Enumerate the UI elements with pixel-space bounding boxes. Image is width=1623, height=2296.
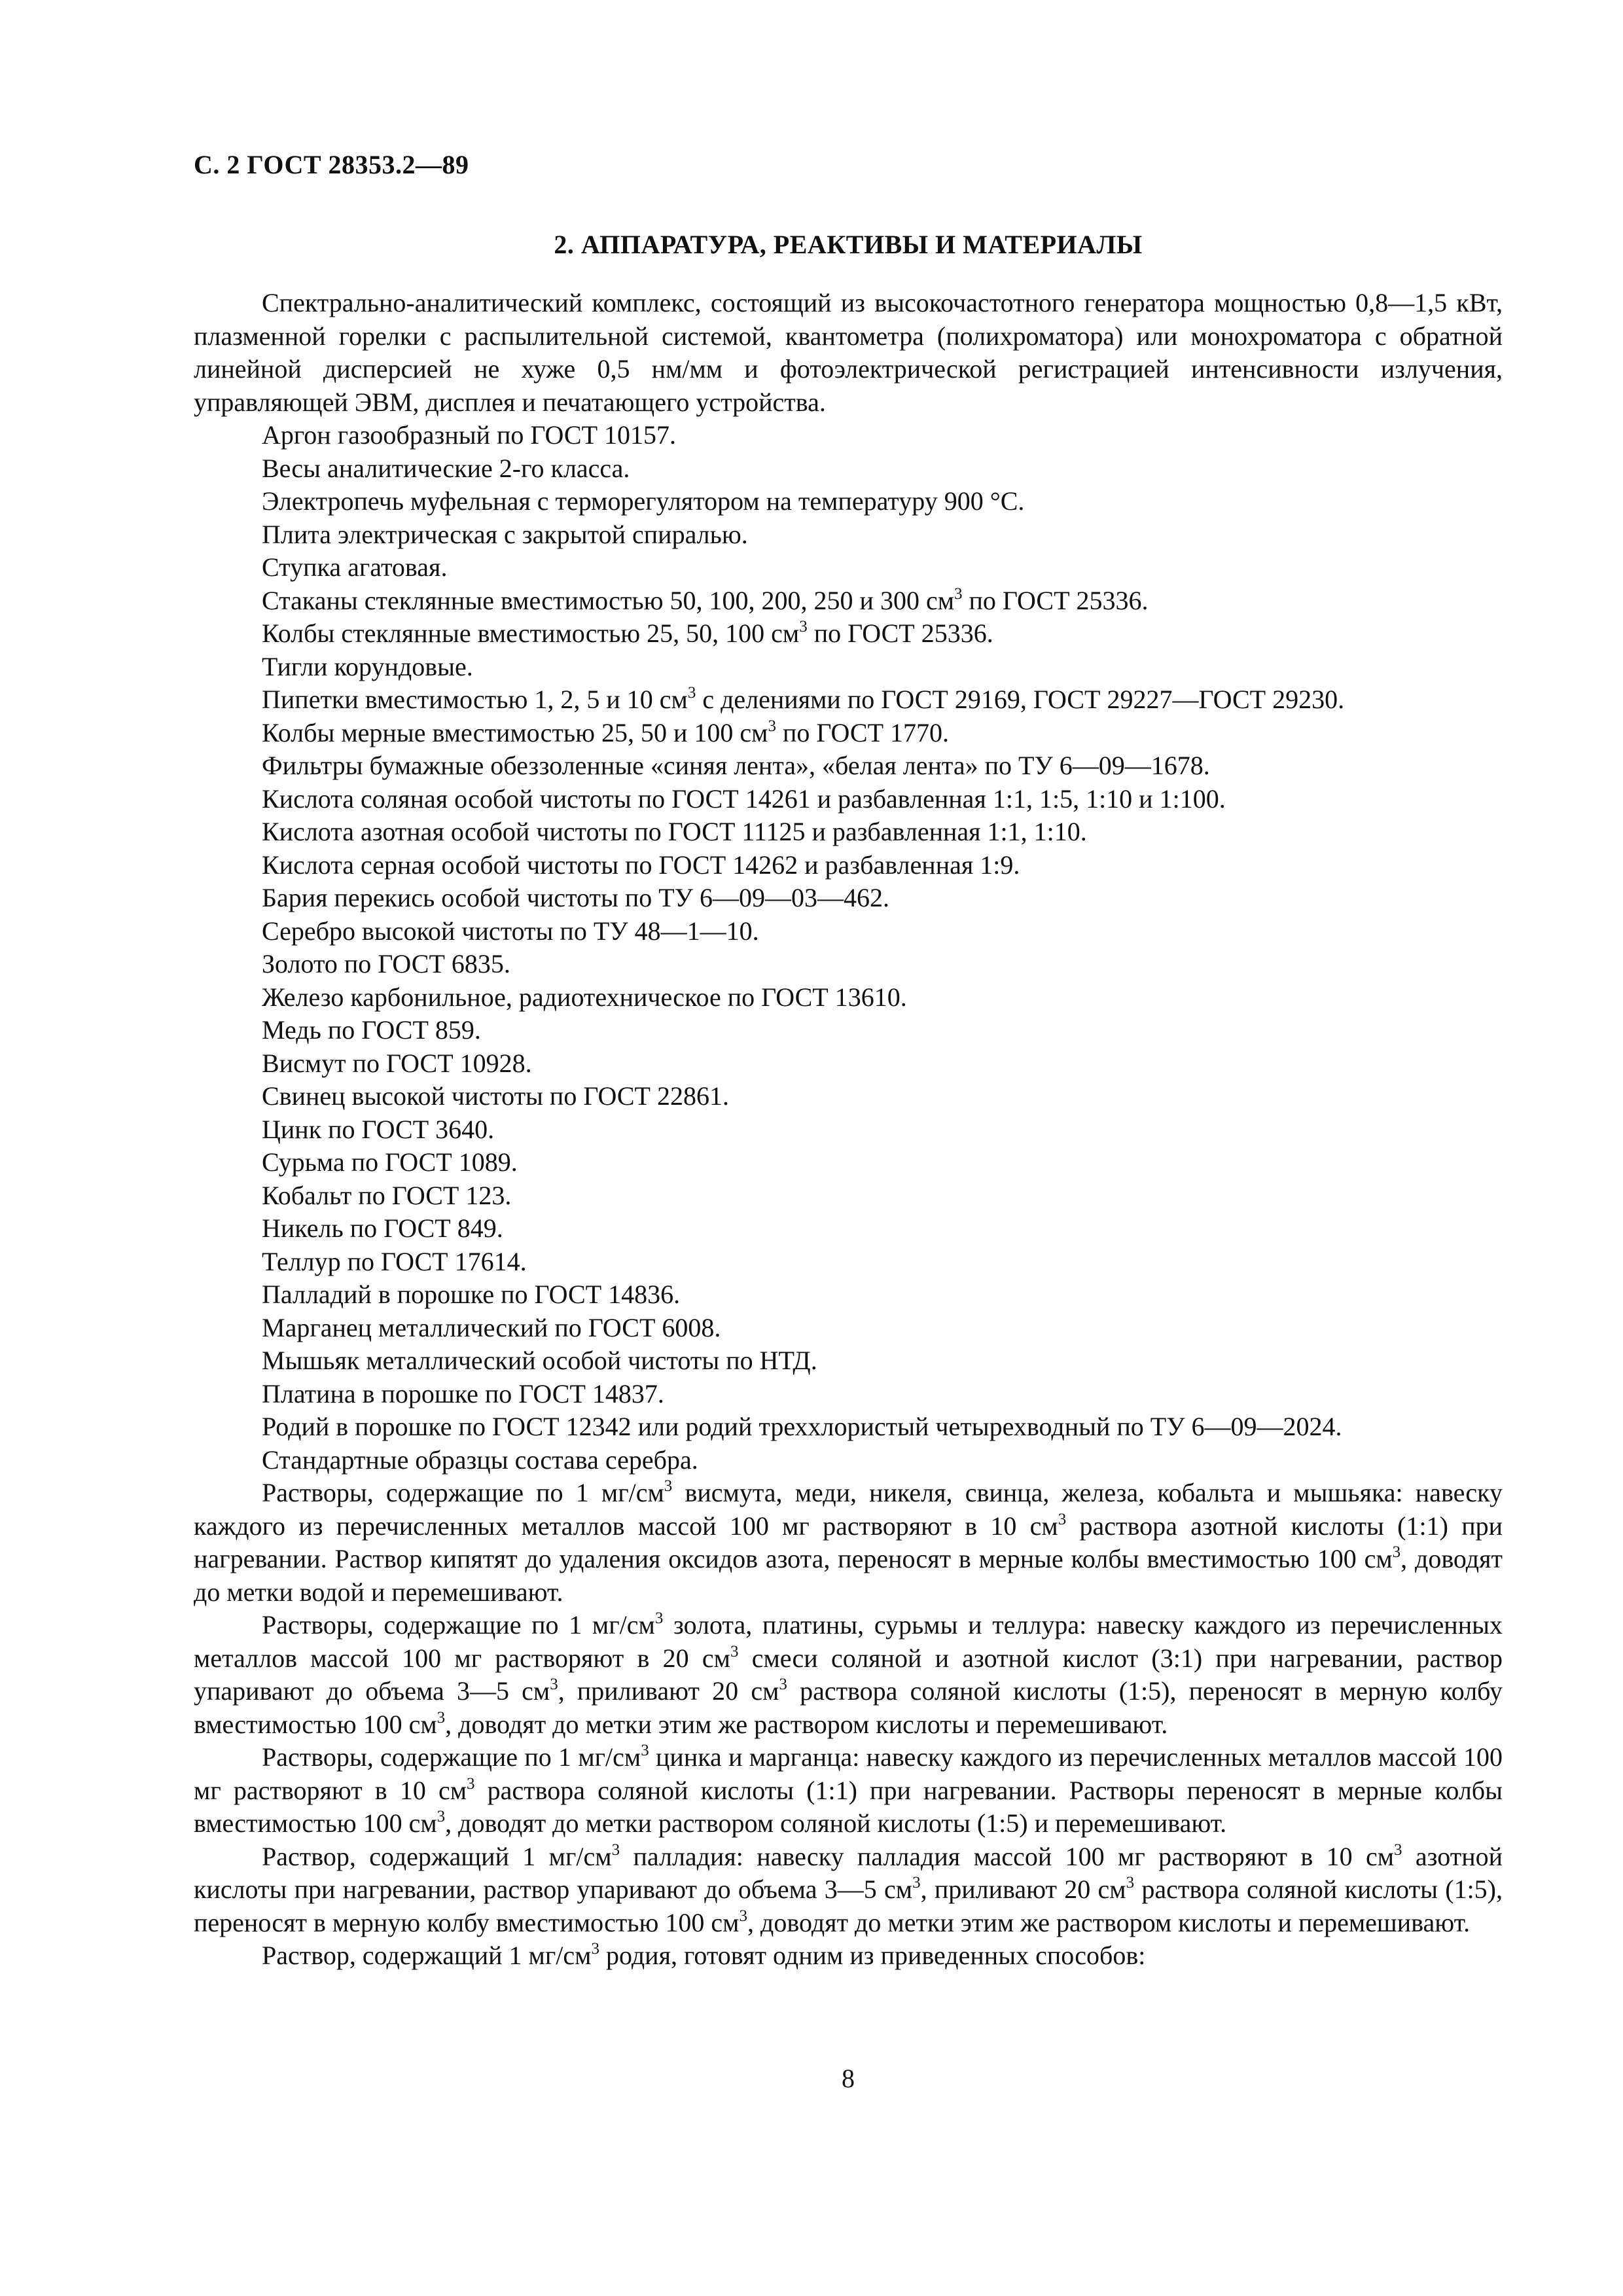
paragraph-text: , доводят до метки водой и перемешивают. [194,1544,1503,1607]
paragraph [194,749,1503,783]
paragraph [194,1080,1503,1113]
superscript-exponent: 3 [591,1940,599,1958]
paragraph-text: Ступка агатовая. [262,552,448,582]
paragraph [194,1344,1503,1378]
paragraph-text: Весы аналитические 2-го класса. [262,453,630,483]
superscript-exponent: 3 [1126,1874,1135,1892]
paragraph-text: Висмут по ГОСТ 10928. [262,1048,532,1078]
paragraph-text: Электропечь муфельная с терморегулятором на температуру 900 °С. [262,486,1025,516]
superscript-exponent: 3 [1058,1510,1067,1528]
paragraph-text: Пипетки вместимостью 1, 2, 5 и 10 см [262,685,688,714]
paragraph-text: по ГОСТ 1770. [776,717,950,747]
paragraph [194,1741,1503,1840]
paragraph [194,1378,1503,1411]
paragraph-text: азотной кислоты при нагревании, раствор упаривают до объема 3—5 см [194,1841,1503,1904]
paragraph [194,849,1503,882]
superscript-exponent: 3 [768,717,776,735]
paragraph-text: Железо карбонильное, радиотехническое по ГОСТ 13610. [262,982,907,1012]
page-number: 8 [842,2064,855,2093]
paragraph-text: , доводят до метки этим же раствором кислоты и перемешивают. [747,1907,1471,1937]
paragraph-text: Цинк по ГОСТ 3640. [262,1114,495,1144]
paragraph-text: родия, готовят одним из приведенных способов: [599,1941,1146,1970]
paragraph-text: , приливают 20 см [920,1874,1126,1904]
paragraph [194,1278,1503,1312]
superscript-exponent: 3 [437,1808,446,1825]
superscript-exponent: 3 [437,1708,446,1727]
paragraph-text: Стандартные образцы состава серебра. [262,1444,698,1475]
paragraph-text: Никель по ГОСТ 849. [262,1213,503,1243]
paragraph-text: по ГОСТ 25336. [962,585,1149,615]
superscript-exponent: 3 [779,1676,787,1693]
paragraph [194,783,1503,816]
paragraph-text: раствора азотной кислоты (1:1) при нагревании. Раствор кипятят до удаления оксидов азота, переносят в мерные колбы вместимостью 100 см [194,1511,1503,1573]
paragraph-text: Плита электрическая с закрытой спиралью. [262,519,748,549]
paragraph-text: по ГОСТ 25336. [807,619,993,648]
paragraph-text: палладия: навеску палладия массой 100 мг растворяют в 10 см [620,1841,1395,1871]
paragraph-text: Золото по ГОСТ 6835. [262,949,510,978]
paragraph [194,551,1503,584]
paragraph-text: Растворы, содержащие по 1 мг/см [262,1742,641,1772]
superscript-exponent: 3 [641,1742,649,1759]
paragraph-text: Платина в порошке по ГОСТ 14837. [262,1378,664,1408]
paragraph [194,584,1503,618]
paragraph-text: раствора соляной кислоты (1:5), переносят в мерную колбу вместимостью 100 см [194,1874,1503,1937]
document-body [194,287,1503,1973]
paragraph [194,717,1503,750]
paragraph [194,1146,1503,1179]
paragraph-text: Тигли корундовые. [262,651,473,681]
paragraph-text: Колбы стеклянные вместимостью 25, 50, 100 см [262,619,800,648]
superscript-exponent: 3 [730,1642,739,1660]
paragraph [194,882,1503,915]
paragraph-text: Раствор, содержащий 1 мг/см [262,1941,592,1970]
paragraph [194,816,1503,849]
paragraph [194,1014,1503,1047]
paragraph-text: с делениями по ГОСТ 29169, ГОСТ 29227—ГОСТ 29230. [696,685,1345,714]
paragraph [194,287,1503,419]
section-title: 2. АППАРАТУРА, РЕАКТИВЫ И МАТЕРИАЛЫ [554,230,1143,259]
paragraph-text: , доводят до метки раствором соляной кислоты (1:5) и перемешивают. [445,1808,1227,1838]
paragraph-text: Марганец металлический по ГОСТ 6008. [262,1312,721,1342]
paragraph-text: Стаканы стеклянные вместимостью 50, 100, 200, 250 и 300 см [262,585,955,615]
paragraph-text: Сурьма по ГОСТ 1089. [262,1147,518,1177]
paragraph-text: Растворы, содержащие по 1 мг/см [262,1610,655,1640]
paragraph [194,948,1503,981]
superscript-exponent: 3 [687,684,696,702]
superscript-exponent: 3 [954,584,963,603]
paragraph-text: , доводят до метки этим же раствором кислоты и перемешивают. [445,1709,1168,1739]
paragraph [194,1246,1503,1279]
paragraph-text: Кислота азотная особой чистоты по ГОСТ 11125 и разбавленная 1:1, 1:10. [262,817,1087,846]
superscript-exponent: 3 [467,1774,475,1793]
paragraph-text: раствора соляной кислоты (1:1) при нагревании. Растворы переносят в мерные колбы вместимостью 100 см [194,1775,1503,1838]
paragraph-text: Раствор, содержащий 1 мг/см [262,1841,612,1871]
paragraph-text: смеси соляной и азотной кислот (3:1) при нагревании, раствор упаривают до объема 3—5 см [194,1643,1503,1706]
superscript-exponent: 3 [799,618,808,636]
superscript-exponent: 3 [1394,1840,1402,1859]
paragraph [194,1047,1503,1081]
paragraph-text: Колбы мерные вместимостью 25, 50 и 100 см [262,717,768,747]
paragraph [194,452,1503,486]
paragraph [194,1113,1503,1147]
paragraph-text: Медь по ГОСТ 859. [262,1015,481,1045]
paragraph-text: золота, платины, сурьмы и теллура: навеску каждого из перечисленных металлов массой 100 мг растворяют в 20 см [194,1610,1503,1673]
paragraph-text: Спектрально-аналитический комплекс, состоящий из высокочастотного генератора мощностью 0,8—1,5 кВт, плазменной горелки с распылительной системой, квантометра (полихроматора) или монохроматора с обратной линейной дисперсией не хуже 0,5 нм/мм и фотоэлектрической регистрацией интенсивности излучения, управляющей ЭВМ, дисплея и печатающего устройства. [194,288,1503,417]
paragraph-text: Родий в порошке по ГОСТ 12342 или родий треххлористый четырехводный по ТУ 6—09—2024. [262,1412,1342,1441]
paragraph [194,1312,1503,1345]
superscript-exponent: 3 [611,1840,620,1859]
paragraph-text: Свинец высокой чистоты по ГОСТ 22861. [262,1081,729,1111]
paragraph-text: цинка и марганца: навеску каждого из перечисленных металлов массой 100 мг растворяют в 10 см [194,1742,1503,1805]
paragraph-text: Аргон газообразный по ГОСТ 10157. [262,420,677,450]
paragraph [194,1212,1503,1246]
paragraph-text: Мышьяк металлический особой чистоты по НТД. [262,1346,817,1375]
superscript-exponent: 3 [739,1907,747,1925]
paragraph [194,1939,1503,1973]
paragraph-text: Теллур по ГОСТ 17614. [262,1246,527,1276]
paragraph [194,651,1503,684]
paragraph-text: Растворы, содержащие по 1 мг/см [262,1478,664,1507]
paragraph [194,915,1503,948]
superscript-exponent: 3 [912,1874,921,1892]
paragraph [194,419,1503,452]
paragraph-text: Кобальт по ГОСТ 123. [262,1180,512,1210]
superscript-exponent: 3 [654,1609,664,1627]
paragraph [194,1179,1503,1213]
paragraph [194,617,1503,651]
paragraph [194,981,1503,1014]
page-header: С. 2 ГОСТ 28353.2—89 [194,150,469,179]
paragraph-text: Кислота серная особой чистоты по ГОСТ 14262 и разбавленная 1:9. [262,850,1020,880]
paragraph [194,1410,1503,1444]
paragraph-text: , приливают 20 см [558,1676,779,1706]
paragraph-text: Палладий в порошке по ГОСТ 14836. [262,1280,681,1309]
paragraph [194,1840,1503,1940]
paragraph-text: Кислота соляная особой чистоты по ГОСТ 14261 и разбавленная 1:1, 1:5, 1:10 и 1:100. [262,783,1226,814]
paragraph [194,1477,1503,1609]
paragraph-text: Серебро высокой чистоты по ТУ 48—1—10. [262,916,759,946]
paragraph-text: раствора соляной кислоты (1:5), переносят в мерную колбу вместимостью 100 см [194,1676,1503,1739]
paragraph [194,683,1503,717]
paragraph [194,1609,1503,1741]
paragraph-text: висмута, меди, никеля, свинца, железа, кобальта и мышьяка: навеску каждого из перечисленных металлов массой 100 мг растворяют в 10 см [194,1478,1503,1541]
paragraph [194,518,1503,552]
superscript-exponent: 3 [550,1676,558,1693]
paragraph [194,1444,1503,1477]
paragraph-text: Бария перекись особой чистоты по ТУ 6—09—03—462. [262,883,890,912]
superscript-exponent: 3 [664,1477,673,1495]
superscript-exponent: 3 [1392,1543,1401,1561]
paragraph-text: Фильтры бумажные обеззоленные «синяя лента», «белая лента» по ТУ 6—09—1678. [262,751,1210,780]
paragraph [194,485,1503,518]
